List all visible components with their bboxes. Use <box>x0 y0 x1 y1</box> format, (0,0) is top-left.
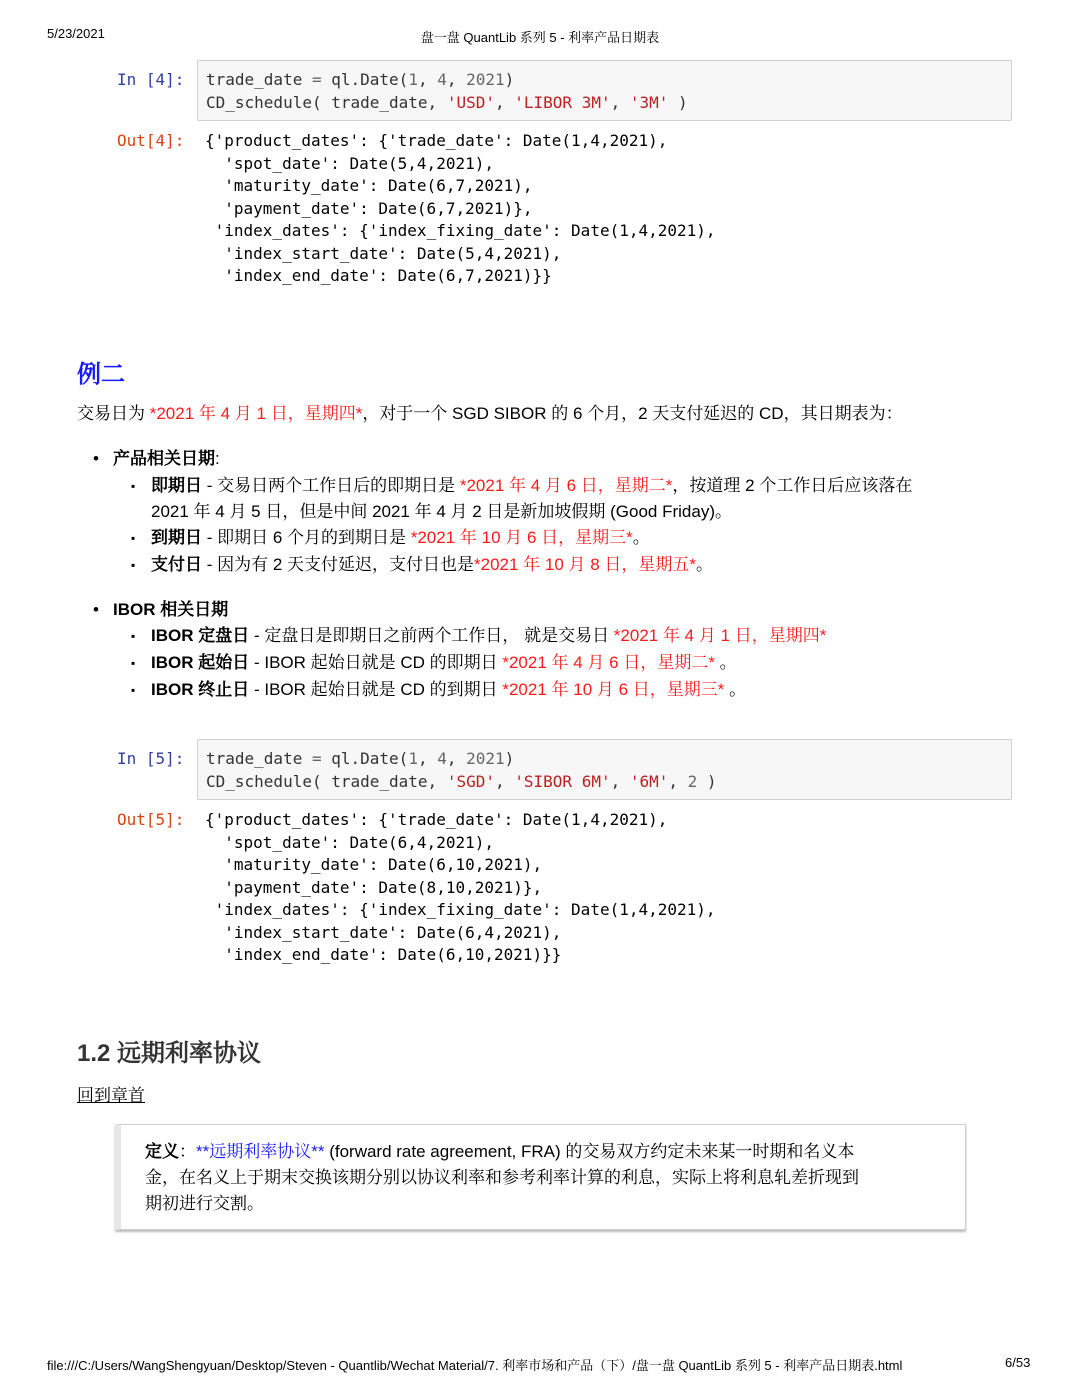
page-number: 6/53 <box>1005 1355 1031 1370</box>
definition-line: 定义：**远期利率协议** (forward rate agreement, FRA) 的交易双方约定未来某一时期和名义本 <box>145 1142 855 1161</box>
output-prompt: Out[4]: <box>117 131 185 150</box>
definition-line: 金，在名义上于期末交换该期分别以协议利率和参考利率计算的利息，实际上将利息轧差折现到 <box>145 1168 859 1187</box>
input-prompt: In [5]: <box>117 749 185 768</box>
print-date: 5/23/2021 <box>47 26 105 41</box>
output-line: 'payment_date': Date(6,7,2021)}, <box>205 198 533 218</box>
print-header <box>0 26 1080 46</box>
output-prompt: Out[5]: <box>117 810 185 829</box>
example-intro: 交易日为 *2021 年 4 月 1 日，星期四*，对于一个 SGD SIBOR 的 6 个月，2 天支付延迟的 CD，其日期表为： <box>77 404 903 423</box>
bullet-spot-date-cont: 2021 年 4 月 5 日，但是中间 2021 年 4 月 2 日是新加坡假期 (Good Friday)。 <box>151 502 732 521</box>
output-line: {'product_dates': {'trade_date': Date(1,4,2021), <box>205 810 668 829</box>
output-line: 'spot_date': Date(6,4,2021), <box>205 832 494 852</box>
output-line: 'spot_date': Date(5,4,2021), <box>205 153 494 173</box>
code-line: trade_date = ql.Date(1, 4, 2021) <box>206 70 515 89</box>
fra-term: **远期利率协议** <box>196 1142 325 1161</box>
definition-line: 期初进行交割。 <box>145 1194 264 1213</box>
code-line: CD_schedule( trade_date, 'SGD', 'SIBOR 6M', '6M', 2 ) <box>206 771 717 791</box>
output-line: {'product_dates': {'trade_date': Date(1,4,2021), <box>205 131 668 150</box>
output-line: 'maturity_date': Date(6,7,2021), <box>205 176 533 195</box>
trade-date-highlight: *2021 年 4 月 1 日，星期四* <box>149 404 363 423</box>
section-heading: 1.2 远期利率协议 <box>77 1040 262 1067</box>
output-line: 'index_dates': {'index_fixing_date': Date(1,4,2021), <box>205 900 716 919</box>
definition-box <box>115 1124 966 1230</box>
output-line: 'payment_date': Date(8,10,2021)}, <box>205 877 543 897</box>
back-to-chapter-link[interactable]: 回到章首 <box>77 1086 145 1105</box>
output-line: 'index_end_date': Date(6,7,2021)}} <box>205 266 552 285</box>
example-heading: 例二 <box>77 361 125 388</box>
code-input[interactable] <box>197 739 1012 800</box>
definition-label: 定义 <box>145 1142 179 1161</box>
code-input[interactable] <box>197 60 1012 121</box>
code-output <box>205 130 716 288</box>
output-line: 'index_dates': {'index_fixing_date': Date(1,4,2021), <box>205 221 716 240</box>
document-title: 盘一盘 QuantLib 系列 5 - 利率产品日期表 <box>420 30 660 45</box>
output-line: 'index_start_date': Date(5,4,2021), <box>205 243 562 263</box>
code-line: trade_date = ql.Date(1, 4, 2021) <box>206 749 515 768</box>
code-output <box>205 809 716 967</box>
input-prompt: In [4]: <box>117 70 185 89</box>
code-line: CD_schedule( trade_date, 'USD', 'LIBOR 3M', '3M' ) <box>206 92 688 112</box>
output-line: 'index_end_date': Date(6,10,2021)}} <box>205 945 562 964</box>
file-path: file:///C:/Users/WangShengyuan/Desktop/Steven - Quantlib/Wechat Material/7. 利率市场和产品（下）/盘一盘 QuantLib 系列 5 - 利率产品日期表.html <box>47 1358 903 1373</box>
output-line: 'maturity_date': Date(6,10,2021), <box>205 855 543 874</box>
output-line: 'index_start_date': Date(6,4,2021), <box>205 922 562 942</box>
